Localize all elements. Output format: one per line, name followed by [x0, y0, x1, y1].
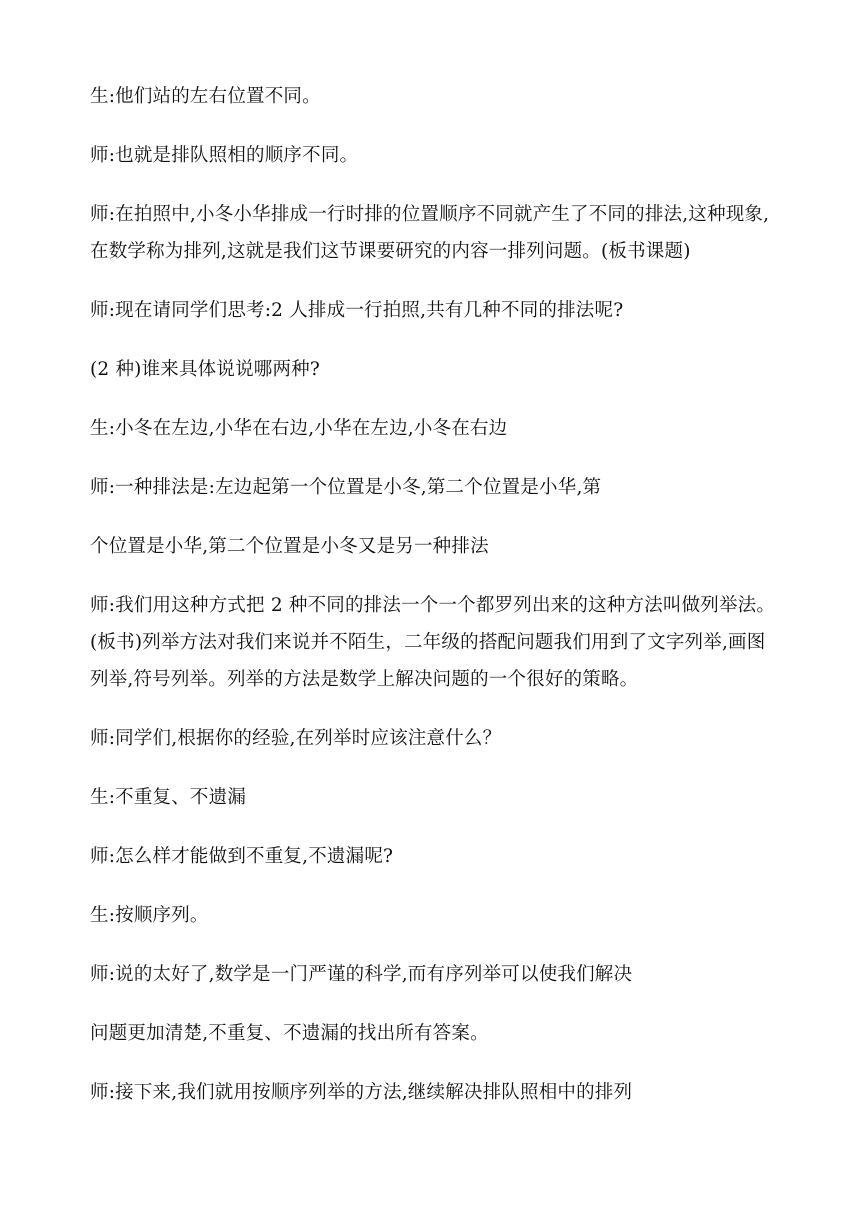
paragraph-10: 师:同学们,根据你的经验,在列举时应该注意什么？: [90, 728, 502, 749]
paragraph-4: 师:现在请同学们思考:2 人排成一行拍照,共有几种不同的排法呢?: [90, 300, 624, 321]
paragraph-8: 个位置是小华,第二个位置是小冬又是另一种排法: [90, 536, 489, 557]
paragraph-13: 生:按顺序列。: [90, 905, 209, 926]
paragraph-2: 师:也就是排队照相的顺序不同。: [90, 145, 359, 166]
paragraph-3: 师:在拍照中,小冬小华排成一行时排的位置顺序不同就产生了不同的排法,这种现象,在数学称为排列,这就是我们这节课要研究的内容一排列问题。(板书课题): [90, 204, 770, 262]
paragraph-9: 师:我们用这种方式把 2 种不同的排法一个一个都罗列出来的这种方法叫做列举法。(板书)列举方法对我们来说并不陌生，二年级的搭配问题我们用到了文字列举,画图列举,符号列举。列举的方法是数学上解决问题的一个很好的策略。: [90, 595, 776, 690]
paragraph-11: 生:不重复、不遗漏: [90, 787, 247, 808]
paragraph-14: 师:说的太好了,数学是一门严谨的科学,而有序列举可以使我们解决: [90, 964, 633, 985]
paragraph-15: 问题更加清楚,不重复、不遗漏的找出所有答案。: [90, 1023, 489, 1044]
paragraph-5: (2 种)谁来具体说说哪两种?: [90, 359, 321, 380]
paragraph-6: 生:小冬在左边,小华在右边,小华在左边,小冬在右边: [90, 418, 508, 439]
paragraph-12: 师:怎么样才能做到不重复,不遗漏呢?: [90, 846, 394, 867]
paragraph-16: 师:接下来,我们就用按顺序列举的方法,继续解决排队照相中的排列: [90, 1082, 633, 1103]
paragraph-7: 师:一种排法是:左边起第一个位置是小冬,第二个位置是小华,第: [90, 477, 602, 498]
paragraph-1: 生:他们站的左右位置不同。: [90, 86, 321, 107]
